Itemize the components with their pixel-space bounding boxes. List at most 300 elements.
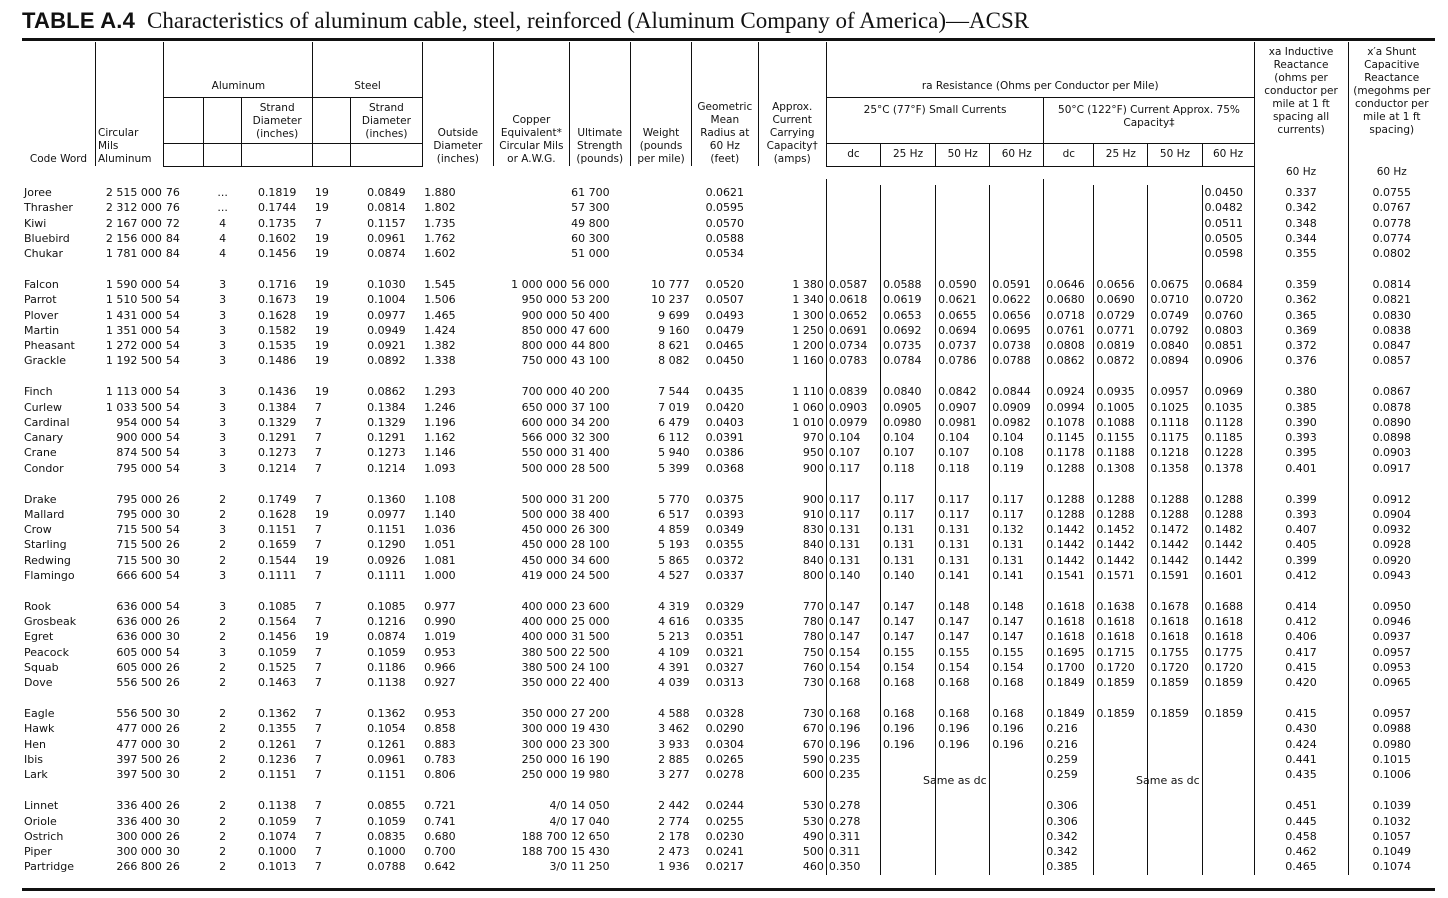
table-cell: 530 — [802, 814, 824, 828]
table-cell: 7 — [314, 431, 322, 445]
table-cell: 0.147 — [880, 614, 935, 629]
table-cell: 0.1216 — [367, 615, 406, 629]
table-cell: 0.0808 — [1044, 338, 1094, 353]
table-cell: 50 400 — [571, 308, 610, 322]
table-cell: 0.465 — [1254, 859, 1348, 874]
table-cell: 0.0840 — [880, 384, 935, 399]
table-cell: 0.1442 — [1202, 553, 1254, 568]
code-word-cell: Piper — [24, 845, 52, 859]
dc-25-header: dc — [826, 143, 880, 166]
table-cell: 30 — [165, 737, 180, 751]
table-cell: 0.1695 — [1044, 645, 1094, 660]
table-cell: 0.1700 — [1044, 660, 1094, 675]
table-cell: 0.1138 — [257, 799, 297, 813]
table-cell: 0.0241 — [705, 845, 745, 859]
table-cell: 0.0482 — [1202, 200, 1254, 215]
table-cell: 0.1288 — [1044, 461, 1094, 476]
table-cell: 0.117 — [936, 492, 990, 507]
table-cell — [936, 246, 990, 261]
table-cell — [1202, 844, 1254, 859]
table-cell: 2 167 000 — [105, 216, 162, 230]
table-cell: 54 — [165, 293, 180, 307]
table-cell: 0.1288 — [1094, 492, 1148, 507]
code-word-cell: Partridge — [24, 860, 75, 874]
table-cell: 0.154 — [826, 645, 880, 660]
table-cell: 0.1175 — [1148, 430, 1202, 445]
table-cell: 0.1015 — [1348, 752, 1435, 767]
table-cell: 0.1456 — [257, 630, 297, 644]
table-cell: 0.1442 — [1044, 522, 1094, 537]
table-cell: 0.1744 — [257, 201, 297, 215]
table-cell: 0.1004 — [367, 293, 406, 307]
table-cell: 0.1214 — [367, 461, 406, 475]
table-cell: 0.0905 — [880, 400, 935, 415]
table-cell: 7 — [314, 845, 322, 859]
table-cell: 0.0375 — [705, 492, 745, 506]
table-cell: 0.1688 — [1202, 599, 1254, 614]
table-cell: 0.0718 — [1044, 308, 1094, 323]
table-cell: 0.0980 — [880, 415, 935, 430]
table-cell — [1094, 814, 1148, 829]
table-cell: 0.783 — [424, 752, 456, 766]
table-cell: 0.0622 — [990, 292, 1044, 307]
table-cell: 666 600 — [116, 568, 162, 582]
table-cell: 0.1442 — [1044, 537, 1094, 552]
code-word-cell: Ibis — [24, 752, 44, 766]
table-cell — [1094, 798, 1148, 813]
table-cell: 54 — [165, 308, 180, 322]
table-cell: 0.0847 — [1348, 338, 1435, 353]
table-cell: 0.0337 — [705, 568, 745, 582]
table-cell: 22 500 — [571, 645, 610, 659]
table-cell: 0.278 — [826, 814, 880, 829]
table-cell: 0.117 — [826, 507, 880, 522]
table-cell: 3 — [219, 446, 227, 460]
table-cell: 780 — [802, 615, 824, 629]
code-word-cell: Finch — [24, 385, 53, 399]
table-cell — [1148, 798, 1202, 813]
table-cell: 840 — [802, 538, 824, 552]
table-cell: 0.0450 — [1202, 185, 1254, 200]
table-cell: 0.0691 — [826, 323, 880, 338]
table-cell: 54 — [165, 339, 180, 353]
table-cell: 670 — [802, 737, 824, 751]
hz25-25-header: 25 Hz — [880, 143, 935, 166]
table-cell: 0.1571 — [1094, 568, 1148, 583]
table-cell: 0.1859 — [1148, 675, 1202, 690]
table-cell: 0.1355 — [257, 722, 297, 736]
table-cell: 0.420 — [1254, 675, 1348, 690]
table-cell: 0.399 — [1254, 553, 1348, 568]
table-cell: 4 391 — [658, 660, 690, 674]
table-cell: 0.0520 — [705, 278, 745, 292]
table-cell: 0.0814 — [1348, 277, 1435, 292]
table-cell: 1 300 — [792, 308, 824, 322]
table-cell: 530 — [802, 799, 824, 813]
table-cell — [1044, 231, 1094, 246]
table-cell: 0.0265 — [705, 752, 745, 766]
table-cell: 397 500 — [116, 752, 162, 766]
table-cell: 750 — [802, 645, 824, 659]
code-word-cell: Linnet — [24, 799, 59, 813]
table-cell: 0.395 — [1254, 445, 1348, 460]
table-cell: 0.1085 — [367, 599, 406, 613]
table-cell: 1 033 500 — [105, 400, 162, 414]
table-cell: 556 500 — [116, 676, 162, 690]
table-cell: 3 — [219, 599, 227, 613]
table-cell: 0.0949 — [367, 323, 406, 337]
table-cell: 0.1111 — [257, 568, 297, 582]
table-cell: 54 — [165, 523, 180, 537]
table-cell: 25 000 — [571, 615, 610, 629]
table-cell: 0.107 — [936, 445, 990, 460]
table-cell: 0.0906 — [1202, 353, 1254, 368]
table-cell: 0.0619 — [880, 292, 935, 307]
table-cell: 0.0862 — [1044, 353, 1094, 368]
table-cell: 0.1118 — [1148, 415, 1202, 430]
table-row — [22, 721, 1435, 736]
table-cell: 0.148 — [990, 599, 1044, 614]
table-cell — [630, 185, 691, 200]
table-cell: 54 — [165, 400, 180, 414]
table-cell: 0.0656 — [990, 308, 1044, 323]
table-cell: 2 312 000 — [105, 201, 162, 215]
table-cell: 47 600 — [571, 323, 610, 337]
hz60-25-header: 60 Hz — [990, 143, 1044, 166]
table-cell: 5 213 — [658, 630, 690, 644]
table-cell — [758, 231, 826, 246]
table-cell: 0.1308 — [1094, 461, 1148, 476]
table-cell: 2 — [219, 829, 227, 843]
table-cell: 0.0778 — [1348, 216, 1435, 231]
table-cell: 0.966 — [424, 660, 456, 674]
table-cell — [880, 216, 935, 231]
table-cell: 0.168 — [826, 675, 880, 690]
table-cell: 0.1025 — [1148, 400, 1202, 415]
table-cell: 500 000 — [521, 492, 568, 506]
table-cell: 800 000 — [521, 339, 568, 353]
table-cell: 0.0844 — [990, 384, 1044, 399]
table-cell: 715 500 — [116, 523, 162, 537]
table-cell — [826, 216, 880, 231]
table-cell: 0.131 — [936, 553, 990, 568]
table-cell: 1 431 000 — [105, 308, 162, 322]
table-cell: 0.0278 — [705, 768, 745, 782]
table-cell: 0.0591 — [990, 277, 1044, 292]
table-cell: 0.148 — [936, 599, 990, 614]
table-row — [22, 292, 1435, 307]
table-cell: 2 — [219, 845, 227, 859]
table-cell — [758, 246, 826, 261]
table-cell: 4 — [219, 247, 227, 260]
table-cell: 0.1291 — [257, 431, 297, 445]
table-cell: 0.1482 — [1202, 522, 1254, 537]
table-cell: 19 — [314, 630, 329, 644]
table-cell: 0.458 — [1254, 829, 1348, 844]
code-word-cell: Squab — [24, 660, 59, 674]
table-cell: 3 — [219, 431, 227, 445]
table-cell: 0.393 — [1254, 430, 1348, 445]
table-cell: 0.117 — [826, 461, 880, 476]
table-cell: 19 — [314, 339, 329, 353]
table-cell: 0.147 — [880, 629, 935, 644]
table-row — [22, 400, 1435, 415]
table-cell: 1 380 — [792, 278, 824, 292]
table-cell: 350 000 — [521, 676, 568, 690]
table-cell: 3 462 — [658, 722, 690, 736]
table-cell: 336 400 — [116, 814, 162, 828]
table-cell: 0.0921 — [367, 339, 406, 353]
table-cell: 0.0957 — [1348, 645, 1435, 660]
table-cell: 2 — [219, 752, 227, 766]
table-cell: 0.131 — [936, 522, 990, 537]
table-cell: 0.147 — [990, 614, 1044, 629]
table-cell: 0.1735 — [257, 216, 297, 230]
table-cell — [1202, 767, 1254, 782]
table-cell — [1044, 200, 1094, 215]
code-word-cell: Flamingo — [24, 568, 75, 582]
table-cell: 0.259 — [1044, 767, 1094, 782]
table-cell: 0.306 — [1044, 814, 1094, 829]
table-cell — [936, 844, 990, 859]
table-cell: 0.196 — [936, 737, 990, 752]
table-cell — [494, 200, 570, 215]
table-cell: 0.0874 — [367, 247, 406, 260]
table-cell — [1148, 752, 1202, 767]
table-cell: 0.0493 — [705, 308, 745, 322]
code-word-cell: Crane — [24, 446, 57, 460]
table-cell: 6 517 — [658, 507, 690, 521]
table-cell: 600 000 — [521, 415, 568, 429]
table-cell: 3/0 — [549, 860, 568, 874]
table-cell: 0.806 — [424, 768, 456, 782]
table-cell: 650 000 — [521, 400, 568, 414]
table-cell — [826, 246, 880, 261]
table-cell: 0.0842 — [936, 384, 990, 399]
code-word-cell: Plover — [24, 308, 59, 322]
table-cell: 0.380 — [1254, 384, 1348, 399]
table-cell: 0.0618 — [826, 292, 880, 307]
table-cell — [1094, 829, 1148, 844]
table-cell: 795 000 — [116, 461, 162, 475]
table-row — [22, 231, 1435, 246]
table-cell: ... — [217, 201, 228, 215]
table-cell: 550 000 — [521, 446, 568, 460]
table-cell — [990, 859, 1044, 874]
table-cell: 0.0819 — [1094, 338, 1148, 353]
table-cell: 84 — [165, 247, 180, 260]
table-cell: 0.0977 — [367, 308, 406, 322]
table-row — [22, 599, 1435, 614]
table-cell: 0.117 — [880, 507, 935, 522]
table-cell — [826, 200, 880, 215]
table-cell: 0.1360 — [367, 492, 406, 506]
table-cell: 0.445 — [1254, 814, 1348, 829]
table-cell: 950 — [802, 446, 824, 460]
table-cell — [630, 246, 691, 261]
table-cell: 0.196 — [880, 721, 935, 736]
table-cell: 7 — [314, 660, 322, 674]
table-cell: 5 193 — [658, 538, 690, 552]
table-cell — [936, 185, 990, 200]
table-cell: 0.0821 — [1348, 292, 1435, 307]
table-cell: 336 400 — [116, 799, 162, 813]
table-cell: 0.1678 — [1148, 599, 1202, 614]
table-cell: 840 — [802, 553, 824, 567]
table-label: TABLE A.4 — [22, 8, 136, 33]
table-row — [22, 308, 1435, 323]
table-cell: 1 250 — [792, 323, 824, 337]
code-word-cell: Hen — [24, 737, 47, 751]
aluminum-header: Aluminum — [164, 42, 313, 97]
table-cell: 0.216 — [1044, 721, 1094, 736]
table-cell: 0.0420 — [705, 400, 745, 414]
table-cell: 0.0917 — [1348, 461, 1435, 476]
table-cell: 0.0692 — [880, 323, 935, 338]
table-cell: 26 — [165, 799, 180, 813]
table-cell: 715 500 — [116, 553, 162, 567]
table-cell — [1202, 737, 1254, 752]
table-cell: 0.1188 — [1094, 445, 1148, 460]
table-cell: 380 500 — [521, 660, 568, 674]
table-cell — [1044, 246, 1094, 261]
table-cell: 0.0479 — [705, 323, 745, 337]
table-cell: 0.168 — [990, 706, 1044, 721]
table-cell: 0.883 — [424, 737, 456, 751]
table-cell: 0.0321 — [705, 645, 745, 659]
table-cell: 0.385 — [1044, 859, 1094, 874]
table-cell: 0.0327 — [705, 660, 745, 674]
table-cell: 0.1384 — [367, 400, 406, 414]
table-cell — [990, 798, 1044, 813]
table-cell: 0.0771 — [1094, 323, 1148, 338]
table-cell: 397 500 — [116, 768, 162, 782]
table-cell — [936, 216, 990, 231]
table-row — [22, 859, 1435, 874]
copper-equivalent-header: Copper Equivalent* Circular Mils or A.W.G. — [494, 42, 570, 166]
table-cell: 54 — [165, 446, 180, 460]
table-cell: 0.168 — [936, 675, 990, 690]
table-cell: 0.0587 — [826, 277, 880, 292]
table-cell: 0.0588 — [880, 277, 935, 292]
table-cell: 0.1618 — [1044, 629, 1094, 644]
table-cell: 0.953 — [424, 645, 456, 659]
res-25c-header: 25°C (77°F) Small Currents — [826, 97, 1043, 143]
table-cell: 0.1659 — [257, 538, 297, 552]
table-cell: 0.0735 — [880, 338, 935, 353]
table-cell — [1148, 829, 1202, 844]
table-cell: 0.0335 — [705, 615, 745, 629]
table-cell: 0.0981 — [936, 415, 990, 430]
table-cell: 0.0349 — [705, 523, 745, 537]
outside-diameter-header: Outside Diameter (inches) — [422, 42, 493, 166]
table-cell — [880, 798, 935, 813]
table-cell — [880, 829, 935, 844]
group-spacer — [22, 782, 1435, 798]
table-cell: 0.0734 — [826, 338, 880, 353]
table-cell: 0.0710 — [1148, 292, 1202, 307]
table-cell: 0.721 — [424, 799, 456, 813]
table-cell: 0.0961 — [367, 231, 406, 245]
table-cell — [1094, 200, 1148, 215]
table-cell: 19 — [314, 323, 329, 337]
table-cell: 0.0372 — [705, 553, 745, 567]
table-cell: 1.465 — [424, 308, 456, 322]
table-cell: 5 865 — [658, 553, 690, 567]
table-cell: 7 — [314, 400, 322, 414]
code-word-cell: Pheasant — [24, 339, 75, 353]
table-cell — [630, 231, 691, 246]
table-cell: 1.246 — [424, 400, 456, 414]
table-cell: 0.0988 — [1348, 721, 1435, 736]
table-cell: 0.196 — [936, 721, 990, 736]
table-cell: 5 940 — [658, 446, 690, 460]
table-cell: 0.0849 — [367, 186, 406, 199]
code-word-cell: Rook — [24, 599, 51, 613]
table-cell: 0.1564 — [257, 615, 297, 629]
table-cell: 5 399 — [658, 461, 690, 475]
table-cell: 19 — [314, 308, 329, 322]
table-cell: 0.107 — [880, 445, 935, 460]
table-cell: 0.306 — [1044, 798, 1094, 813]
table-cell: 2 — [219, 860, 227, 874]
table-cell: 0.117 — [880, 492, 935, 507]
table-cell: 2 — [219, 615, 227, 629]
table-cell: 7 — [314, 461, 322, 475]
table-cell: 0.117 — [990, 492, 1044, 507]
table-cell: 0.977 — [424, 599, 456, 613]
table-cell: 0.1151 — [257, 768, 297, 782]
table-cell: 11 250 — [571, 860, 610, 874]
table-cell: 1 590 000 — [105, 278, 162, 292]
table-cell: 0.1628 — [257, 308, 297, 322]
table-cell: 0.168 — [880, 675, 935, 690]
table-cell: 730 — [802, 707, 824, 721]
table-cell: 0.154 — [880, 660, 935, 675]
table-cell: 0.0767 — [1348, 200, 1435, 215]
table-cell: 44 800 — [571, 339, 610, 353]
table-cell: 0.1362 — [257, 707, 297, 721]
table-row — [22, 675, 1435, 690]
table-cell: 7 — [314, 707, 322, 721]
table-cell: 0.1602 — [257, 231, 297, 245]
table-cell: 0.0909 — [990, 400, 1044, 415]
table-cell: 0.680 — [424, 829, 456, 843]
table-header — [22, 42, 1435, 179]
table-cell: 0.1859 — [1202, 675, 1254, 690]
table-cell: 400 000 — [521, 599, 568, 613]
table-cell: 31 200 — [571, 492, 610, 506]
table-cell: 590 — [802, 752, 824, 766]
table-cell: 7 — [314, 645, 322, 659]
table-cell: 0.1074 — [257, 829, 297, 843]
table-cell: 0.415 — [1254, 706, 1348, 721]
table-cell: 0.342 — [1254, 200, 1348, 215]
table-cell — [1148, 231, 1202, 246]
table-cell — [1094, 231, 1148, 246]
table-cell: 0.155 — [990, 645, 1044, 660]
table-cell: 23 600 — [571, 599, 610, 613]
table-cell: 26 — [165, 860, 180, 874]
table-cell: 0.990 — [424, 615, 456, 629]
table-cell: 0.0655 — [936, 308, 990, 323]
table-cell: 0.1384 — [257, 400, 297, 414]
table-cell: 30 — [165, 707, 180, 721]
table-cell: 0.119 — [990, 461, 1044, 476]
table-cell: 0.0792 — [1148, 323, 1202, 338]
table-cell — [990, 844, 1044, 859]
table-row — [22, 507, 1435, 522]
